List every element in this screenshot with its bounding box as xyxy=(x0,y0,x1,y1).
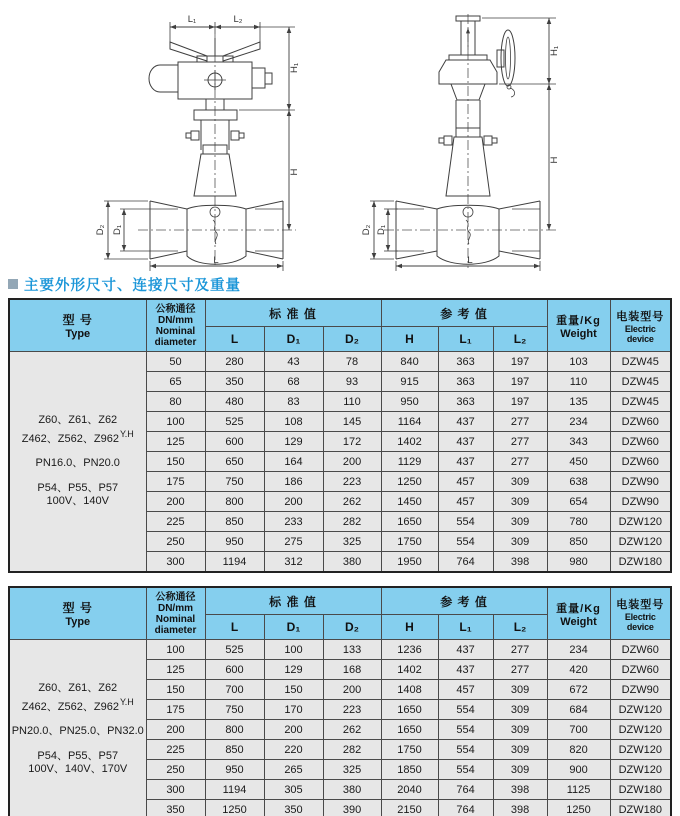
table-cell: 1450 xyxy=(381,492,438,512)
table-cell: DZW120 xyxy=(610,720,671,740)
table-cell: 800 xyxy=(205,492,264,512)
table-cell: 309 xyxy=(493,472,547,492)
table-cell: 750 xyxy=(205,472,264,492)
table-cell: 175 xyxy=(146,472,205,492)
table-cell: DZW60 xyxy=(610,432,671,452)
table-cell: 223 xyxy=(323,700,381,720)
table-cell: 170 xyxy=(264,700,323,720)
table-cell: 850 xyxy=(547,532,610,552)
table-cell: 1950 xyxy=(381,552,438,573)
col-header-weight: 重量/Kg Weight xyxy=(547,587,610,640)
table-cell: 164 xyxy=(264,452,323,472)
col-header-reference-value: 参 考 值 xyxy=(381,299,547,327)
col-header-L2: L₂ xyxy=(493,327,547,352)
table-cell: 325 xyxy=(323,532,381,552)
table-cell: 108 xyxy=(264,412,323,432)
table-cell: 554 xyxy=(438,740,493,760)
dimension-table-2 xyxy=(8,586,672,816)
table-cell: 110 xyxy=(323,392,381,412)
dimension-table-1 xyxy=(8,298,672,573)
table-cell: 390 xyxy=(323,800,381,816)
dim-label-l: L xyxy=(467,255,473,266)
table-row xyxy=(9,352,671,372)
type-cell: Z60、Z61、Z62 Z462、Z562、$Z962^{Y.H}$ PN16.0、PN20.0 P54、P55、P57 100V、140V xyxy=(9,352,146,573)
table-cell: DZW120 xyxy=(610,740,671,760)
table-cell: 350 xyxy=(205,372,264,392)
table-cell: 300 xyxy=(146,780,205,800)
col-header-D1: D₁ xyxy=(264,615,323,640)
table-cell: 277 xyxy=(493,412,547,432)
table-cell: 764 xyxy=(438,552,493,573)
table-cell: 145 xyxy=(323,412,381,432)
table-cell: 980 xyxy=(547,552,610,573)
table-cell: 309 xyxy=(493,740,547,760)
table-cell: 234 xyxy=(547,640,610,660)
col-header-L: L xyxy=(205,327,264,352)
table-cell: 900 xyxy=(547,760,610,780)
table-cell: 133 xyxy=(323,640,381,660)
dim-label-d1: D₁ xyxy=(112,224,123,236)
table-cell: 100 xyxy=(146,640,205,660)
table-cell: 350 xyxy=(146,800,205,816)
table-cell: 850 xyxy=(205,740,264,760)
table-cell: 197 xyxy=(493,392,547,412)
table-cell: DZW45 xyxy=(610,352,671,372)
table-cell: 700 xyxy=(205,680,264,700)
valve-drawings xyxy=(0,0,680,272)
table-cell: 197 xyxy=(493,352,547,372)
col-header-D2: D₂ xyxy=(323,327,381,352)
table-cell: 125 xyxy=(146,660,205,680)
table-cell: 110 xyxy=(547,372,610,392)
table-cell: 780 xyxy=(547,512,610,532)
table-cell: 700 xyxy=(547,720,610,740)
table-cell: 175 xyxy=(146,700,205,720)
table-cell: 1402 xyxy=(381,660,438,680)
table-cell: 250 xyxy=(146,532,205,552)
table-cell: 525 xyxy=(205,640,264,660)
dim-label-l1: L₁ xyxy=(187,14,197,25)
col-header-type: 型 号 Type xyxy=(9,299,146,352)
table-cell: DZW180 xyxy=(610,780,671,800)
dim-label-d1: D₁ xyxy=(376,224,387,236)
table-cell: 1250 xyxy=(547,800,610,816)
table-cell: 480 xyxy=(205,392,264,412)
drawing-right-gear-handwheel-valve xyxy=(361,14,560,271)
table-cell: 309 xyxy=(493,492,547,512)
table-cell: 150 xyxy=(146,680,205,700)
table-cell: 398 xyxy=(493,552,547,573)
table-cell: 840 xyxy=(381,352,438,372)
dim-label-h1: H₁ xyxy=(289,62,300,74)
section-heading: 主要外形尺寸、连接尺寸及重量 xyxy=(24,277,241,294)
table-cell: 554 xyxy=(438,760,493,780)
table-cell: 764 xyxy=(438,780,493,800)
table-cell: 554 xyxy=(438,532,493,552)
table-cell: 1650 xyxy=(381,720,438,740)
table-cell: 80 xyxy=(146,392,205,412)
table-cell: DZW180 xyxy=(610,552,671,573)
table-cell: 186 xyxy=(264,472,323,492)
table-cell: DZW120 xyxy=(610,760,671,780)
table-cell: DZW180 xyxy=(610,800,671,816)
dim-label-l2: L₂ xyxy=(233,14,243,25)
table-cell: 200 xyxy=(264,720,323,740)
table-cell: 277 xyxy=(493,640,547,660)
table-cell: 2150 xyxy=(381,800,438,816)
table-cell: 220 xyxy=(264,740,323,760)
table-cell: 150 xyxy=(146,452,205,472)
table-cell: 197 xyxy=(493,372,547,392)
table-cell: 420 xyxy=(547,660,610,680)
table-cell: 309 xyxy=(493,760,547,780)
table-cell: 200 xyxy=(146,720,205,740)
table-cell: 672 xyxy=(547,680,610,700)
table-cell: 1236 xyxy=(381,640,438,660)
table-cell: 638 xyxy=(547,472,610,492)
table-cell: 350 xyxy=(264,800,323,816)
table-cell: 554 xyxy=(438,512,493,532)
table-cell: 282 xyxy=(323,740,381,760)
table-cell: DZW90 xyxy=(610,472,671,492)
table-cell: 250 xyxy=(146,760,205,780)
table-cell: 915 xyxy=(381,372,438,392)
square-bullet-icon xyxy=(8,279,18,289)
table-cell: 200 xyxy=(264,492,323,512)
table-cell: 850 xyxy=(205,512,264,532)
table-cell: 800 xyxy=(205,720,264,740)
table-cell: 2040 xyxy=(381,780,438,800)
table-cell: 1408 xyxy=(381,680,438,700)
table-cell: 437 xyxy=(438,452,493,472)
dim-label-d2: D₂ xyxy=(95,224,106,236)
type-cell: Z60、Z61、Z62 Z462、Z562、$Z962^{Y.H}$ PN20.0、PN25.0、PN32.0 P54、P55、P57 100V、140V、170V xyxy=(9,640,146,816)
col-header-standard-value: 标 准 值 xyxy=(205,587,381,615)
table-cell: 950 xyxy=(205,760,264,780)
table-cell: 65 xyxy=(146,372,205,392)
table-cell: 1402 xyxy=(381,432,438,452)
col-header-electric-device: 电装型号 Electric device xyxy=(610,299,671,352)
col-header-reference-value: 参 考 值 xyxy=(381,587,547,615)
table-cell: DZW90 xyxy=(610,492,671,512)
table-cell: 437 xyxy=(438,660,493,680)
table-cell: 554 xyxy=(438,720,493,740)
section-heading-row xyxy=(8,275,680,293)
table-cell: 129 xyxy=(264,660,323,680)
table-cell: 437 xyxy=(438,412,493,432)
dim-label-h: H xyxy=(289,168,300,176)
table-cell: 233 xyxy=(264,512,323,532)
table-cell: 200 xyxy=(323,452,381,472)
table-cell: 363 xyxy=(438,372,493,392)
table-cell: 820 xyxy=(547,740,610,760)
dim-label-h: H xyxy=(549,156,560,164)
table-cell: 1194 xyxy=(205,780,264,800)
table-cell: 43 xyxy=(264,352,323,372)
table-cell: 275 xyxy=(264,532,323,552)
col-header-electric-device: 电装型号 Electric device xyxy=(610,587,671,640)
table-cell: 380 xyxy=(323,552,381,573)
table-cell: 277 xyxy=(493,660,547,680)
table-cell: 280 xyxy=(205,352,264,372)
table-cell: 305 xyxy=(264,780,323,800)
col-header-D1: D₁ xyxy=(264,327,323,352)
table-cell: 1125 xyxy=(547,780,610,800)
table-cell: 223 xyxy=(323,472,381,492)
table-cell: 309 xyxy=(493,700,547,720)
table-cell: 950 xyxy=(205,532,264,552)
table-cell: 684 xyxy=(547,700,610,720)
col-header-H: H xyxy=(381,327,438,352)
table-cell: 457 xyxy=(438,492,493,512)
col-header-standard-value: 标 准 值 xyxy=(205,299,381,327)
table-cell: DZW120 xyxy=(610,512,671,532)
table-cell: 1129 xyxy=(381,452,438,472)
table-cell: DZW45 xyxy=(610,372,671,392)
table-cell: DZW45 xyxy=(610,392,671,412)
table-cell: 129 xyxy=(264,432,323,452)
dim-label-l: L xyxy=(213,255,219,266)
table-cell: DZW60 xyxy=(610,452,671,472)
table-cell: DZW120 xyxy=(610,700,671,720)
col-header-type: 型 号 Type xyxy=(9,587,146,640)
table-cell: 363 xyxy=(438,352,493,372)
table-cell: DZW60 xyxy=(610,660,671,680)
dim-label-h1: H₁ xyxy=(549,45,560,57)
table-cell: 234 xyxy=(547,412,610,432)
col-header-nominal-diameter: 公称通径 DN/mm Nominal diameter xyxy=(146,587,205,640)
table-cell: DZW120 xyxy=(610,532,671,552)
table-cell: 1850 xyxy=(381,760,438,780)
table-cell: 312 xyxy=(264,552,323,573)
table-cell: 437 xyxy=(438,640,493,660)
table-cell: 654 xyxy=(547,492,610,512)
col-header-L1: L₁ xyxy=(438,327,493,352)
table-cell: 363 xyxy=(438,392,493,412)
table-cell: 309 xyxy=(493,720,547,740)
table-cell: 325 xyxy=(323,760,381,780)
table-cell: 225 xyxy=(146,512,205,532)
col-header-L1: L₁ xyxy=(438,615,493,640)
table-cell: 50 xyxy=(146,352,205,372)
table-cell: 282 xyxy=(323,512,381,532)
table-cell: 200 xyxy=(323,680,381,700)
table-cell: 750 xyxy=(205,700,264,720)
table-cell: 600 xyxy=(205,432,264,452)
table-cell: 68 xyxy=(264,372,323,392)
table-cell: 172 xyxy=(323,432,381,452)
table-cell: 650 xyxy=(205,452,264,472)
table-cell: 1750 xyxy=(381,532,438,552)
table-cell: 1650 xyxy=(381,512,438,532)
table-cell: 83 xyxy=(264,392,323,412)
table-cell: 168 xyxy=(323,660,381,680)
table-cell: 125 xyxy=(146,432,205,452)
table-cell: 600 xyxy=(205,660,264,680)
table-cell: DZW90 xyxy=(610,680,671,700)
col-header-L2: L₂ xyxy=(493,615,547,640)
table-cell: 1750 xyxy=(381,740,438,760)
table-cell: 450 xyxy=(547,452,610,472)
table-cell: 277 xyxy=(493,432,547,452)
table-cell: 309 xyxy=(493,532,547,552)
table-cell: 100 xyxy=(264,640,323,660)
col-header-weight: 重量/Kg Weight xyxy=(547,299,610,352)
table-cell: 93 xyxy=(323,372,381,392)
table-cell: 78 xyxy=(323,352,381,372)
table-cell: 950 xyxy=(381,392,438,412)
table-cell: 437 xyxy=(438,432,493,452)
table-cell: 457 xyxy=(438,472,493,492)
dim-label-d2: D₂ xyxy=(361,224,372,236)
table-cell: 554 xyxy=(438,700,493,720)
table-cell: 380 xyxy=(323,780,381,800)
table-cell: 1250 xyxy=(381,472,438,492)
table-cell: 1250 xyxy=(205,800,264,816)
table-cell: 135 xyxy=(547,392,610,412)
table-cell: 398 xyxy=(493,780,547,800)
table-cell: DZW60 xyxy=(610,640,671,660)
col-header-L: L xyxy=(205,615,264,640)
table-cell: 1194 xyxy=(205,552,264,573)
table-cell: 277 xyxy=(493,452,547,472)
table-cell: 457 xyxy=(438,680,493,700)
table-cell: 398 xyxy=(493,800,547,816)
table-row xyxy=(9,640,671,660)
table-cell: 764 xyxy=(438,800,493,816)
table-cell: 103 xyxy=(547,352,610,372)
table-cell: 100 xyxy=(146,412,205,432)
table-cell: 150 xyxy=(264,680,323,700)
col-header-H: H xyxy=(381,615,438,640)
table-cell: 225 xyxy=(146,740,205,760)
table-cell: 265 xyxy=(264,760,323,780)
table-cell: 525 xyxy=(205,412,264,432)
table-cell: 262 xyxy=(323,492,381,512)
table-cell: 309 xyxy=(493,512,547,532)
table-cell: 262 xyxy=(323,720,381,740)
table-cell: 200 xyxy=(146,492,205,512)
col-header-nominal-diameter: 公称通径 DN/mm Nominal diameter xyxy=(146,299,205,352)
col-header-D2: D₂ xyxy=(323,615,381,640)
table-cell: DZW60 xyxy=(610,412,671,432)
table-cell: 1164 xyxy=(381,412,438,432)
drawing-left-electric-valve xyxy=(95,14,300,271)
table-cell: 309 xyxy=(493,680,547,700)
table-cell: 300 xyxy=(146,552,205,573)
table-cell: 1650 xyxy=(381,700,438,720)
table-cell: 343 xyxy=(547,432,610,452)
